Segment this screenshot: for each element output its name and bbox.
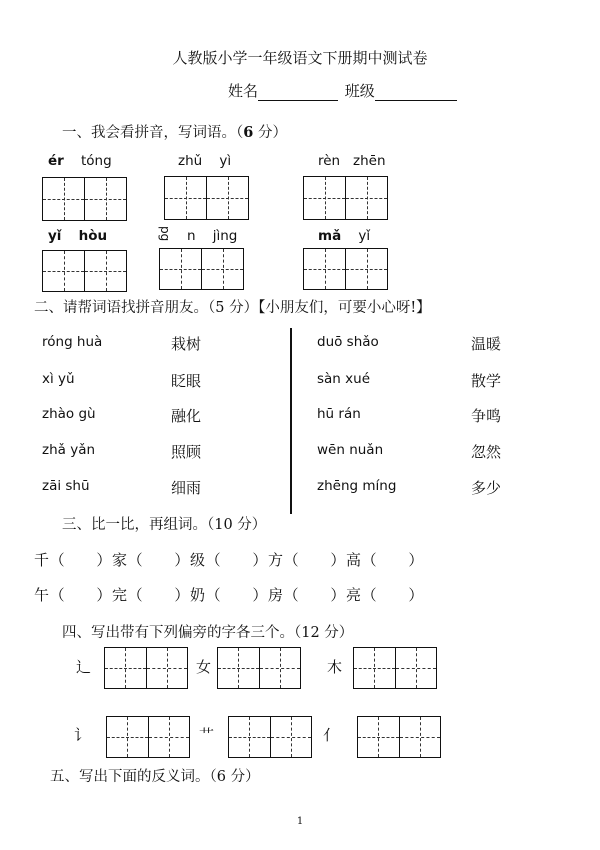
match-left-pinyin-3: zhào gù [42,406,96,422]
match-right-pinyin-4: wēn nuǎn [317,442,384,458]
tianzige-grid-4[interactable] [42,250,127,292]
pinyin-item-1: ér tóng [48,153,112,169]
radical-grid-3[interactable] [353,647,437,689]
tianzige-grid-6[interactable] [303,248,388,290]
section3-heading: 三、比一比，再组词。（10 分） [62,517,267,533]
match-left-word-3[interactable]: 融化 [171,407,202,425]
section1-heading: 一、我会看拼音，写词语。（6 分） [62,124,287,141]
match-left-word-5[interactable]: 细雨 [171,479,202,497]
match-right-word-1[interactable]: 温暖 [471,335,502,353]
match-right-word-3[interactable]: 争鸣 [471,407,502,425]
student-info [228,80,457,101]
pinyin-item-6: mǎ yǐ [318,228,371,244]
radical-2: 女 [196,658,212,676]
column-divider [290,328,292,514]
match-left-pinyin-2: xì yǔ [42,371,75,387]
radical-5: 艹 [199,726,215,744]
radical-grid-1[interactable] [104,647,188,689]
radical-grid-6[interactable] [357,716,441,758]
pinyin-item-3: rèn zhēn [318,153,386,169]
class-blank[interactable] [375,84,457,101]
name-label: 姓名 [228,82,259,100]
match-left-word-1[interactable]: 栽树 [171,335,202,353]
compare-row-1[interactable]: 千（ ）家（ ）级（ ）方（ ）高（ ） [34,551,425,569]
match-right-word-5[interactable]: 多少 [471,479,502,497]
tianzige-grid-2[interactable] [164,176,249,220]
radical-grid-2[interactable] [217,647,301,689]
name-blank[interactable] [258,84,338,101]
compare-row-2[interactable]: 午（ ）完（ ）奶（ ）房（ ）亮（ ） [34,586,425,604]
radical-4: 讠 [74,726,90,744]
radical-3: 木 [327,658,343,676]
class-label: 班级 [344,82,375,100]
match-right-pinyin-3: hū rán [317,406,361,422]
section2-heading: 二、请帮词语找拼音朋友。（5 分）【小朋友们，可要小心呀!】 [34,300,431,316]
match-right-pinyin-1: duō shǎo [317,334,379,350]
pinyin-item-5: n jìng [187,228,238,244]
radical-1: 辶 [76,658,92,676]
section4-heading: 四、写出带有下列偏旁的字各三个。（12 分） [62,625,354,641]
page-number: 1 [296,816,304,827]
match-left-pinyin-5: zāi shū [42,478,90,494]
tianzige-grid-5[interactable] [159,248,244,290]
match-right-pinyin-5: zhēng míng [317,478,397,494]
match-left-word-4[interactable]: 照顾 [171,443,202,461]
match-left-word-2[interactable]: 眨眼 [171,372,202,390]
pinyin-rotated: pg [158,226,172,242]
radical-grid-5[interactable] [228,716,312,758]
pinyin-item-2: zhǔ yì [178,153,232,169]
match-right-pinyin-2: sàn xué [317,371,371,387]
radical-6: 亻 [323,726,339,744]
match-right-word-2[interactable]: 散学 [471,372,502,390]
match-left-pinyin-4: zhǎ yǎn [42,442,96,458]
match-right-word-4[interactable]: 忽然 [471,443,502,461]
tianzige-grid-3[interactable] [303,176,388,220]
page-title: 人教版小学一年级语文下册期中测试卷 [172,49,428,67]
radical-grid-4[interactable] [106,716,190,758]
match-left-pinyin-1: róng huà [42,334,103,350]
pinyin-item-4: yǐ hòu [48,228,108,244]
tianzige-grid-1[interactable] [42,177,127,221]
section5-heading: 五、写出下面的反义词。（6 分） [50,769,260,785]
